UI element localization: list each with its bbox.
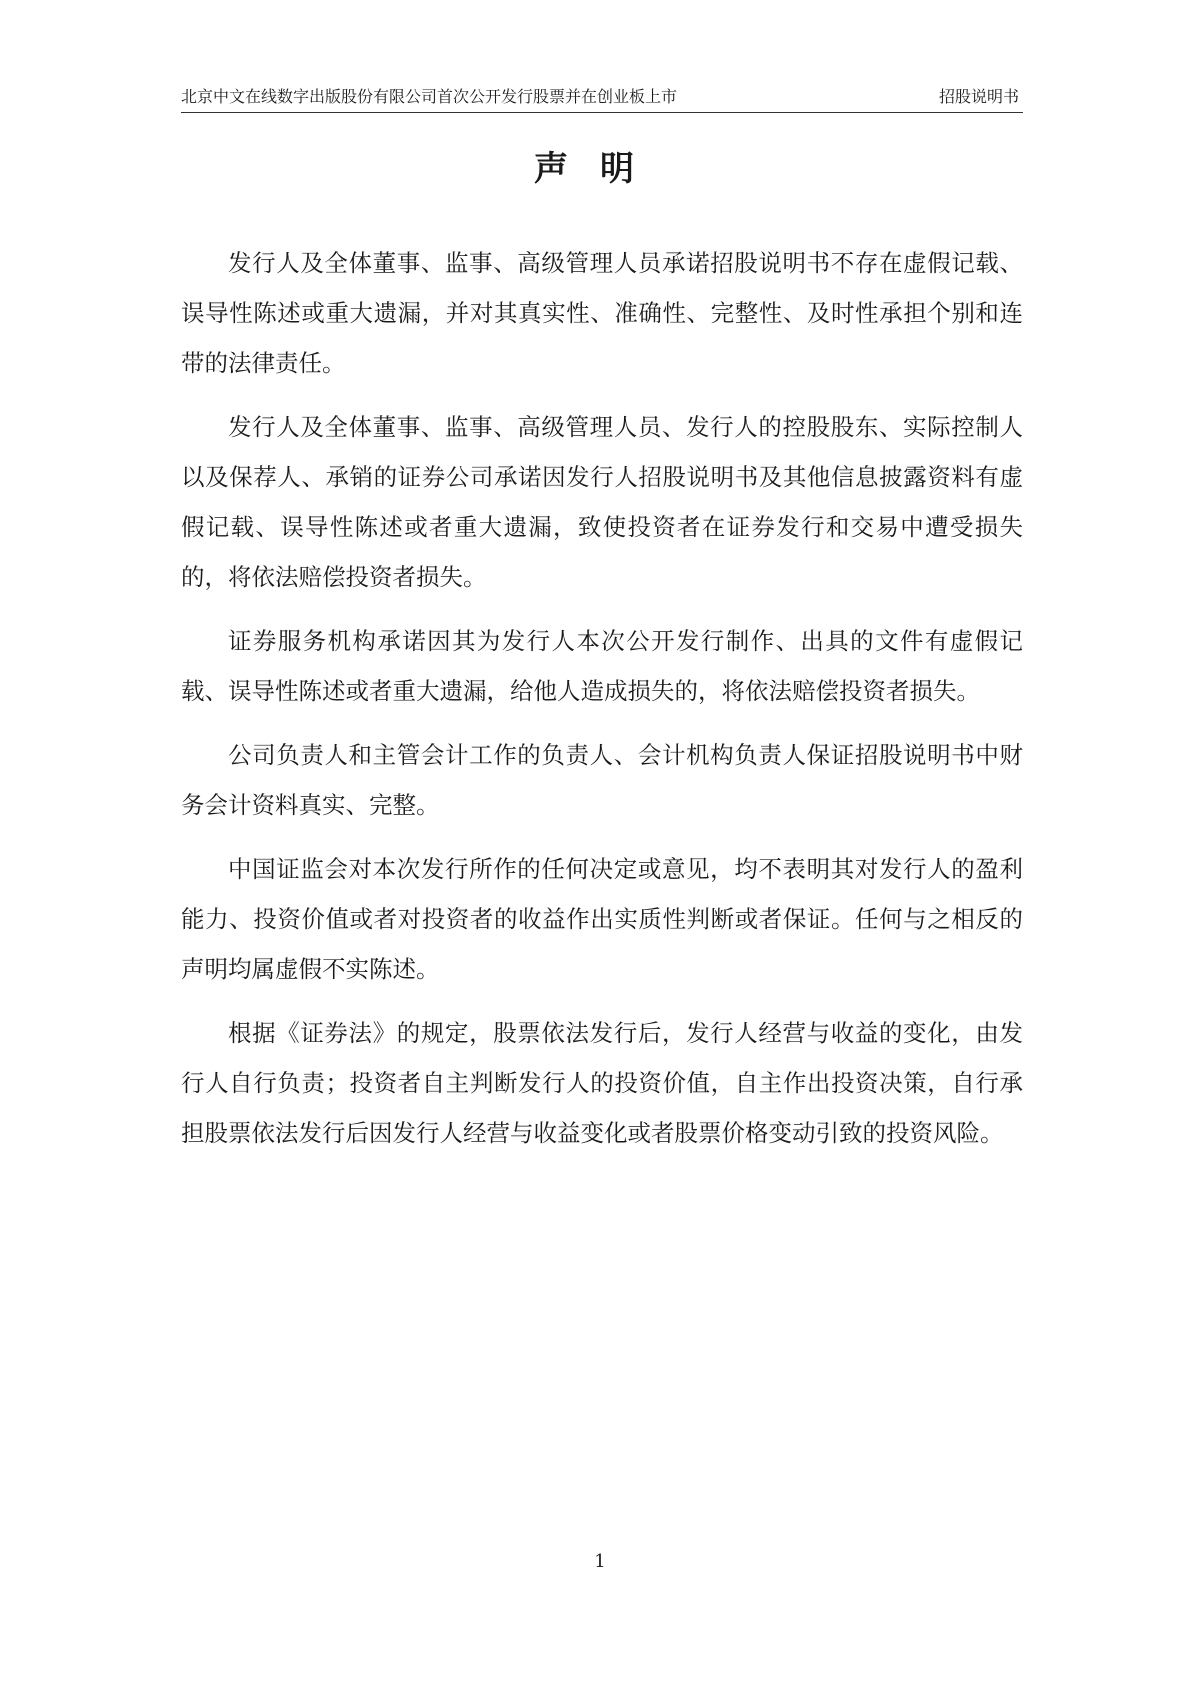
paragraph-5: 中国证监会对本次发行所作的任何决定或意见，均不表明其对发行人的盈利能力、投资价值或者对投资者的收益作出实质性判断或者保证。任何与之相反的声明均属虚假不实陈述。 bbox=[181, 855, 1023, 983]
paragraph-6: 根据《证券法》的规定，股票依法发行后，发行人经营与收益的变化，由发行人自行负责；投资者自主判断发行人的投资价值，自主作出投资决策，自行承担股票依法发行后因发行人经营与收益变化或者股票价格变动引致的投资风险。 bbox=[181, 1019, 1023, 1147]
page-title: 声明 bbox=[534, 149, 666, 189]
paragraph-1: 发行人及全体董事、监事、高级管理人员承诺招股说明书不存在虚假记载、误导性陈述或重大遗漏，并对其真实性、准确性、完整性、及时性承担个别和连带的法律责任。 bbox=[181, 249, 1023, 377]
paragraph-3: 证券服务机构承诺因其为发行人本次公开发行制作、出具的文件有虚假记载、误导性陈述或者重大遗漏，给他人造成损失的，将依法赔偿投资者损失。 bbox=[181, 627, 1023, 705]
paragraph-2: 发行人及全体董事、监事、高级管理人员、发行人的控股股东、实际控制人以及保荐人、承销的证券公司承诺因发行人招股说明书及其他信息披露资料有虚假记载、误导性陈述或者重大遗漏，致使投资者在证券发行和交易中遭受损失的，将依法赔偿投资者损失。 bbox=[181, 413, 1023, 591]
header-document-type: 招股说明书 bbox=[938, 87, 1019, 106]
page-number: 1 bbox=[594, 1551, 606, 1572]
page-header bbox=[181, 84, 1023, 113]
declaration-body bbox=[181, 238, 1023, 1172]
header-company-title: 北京中文在线数字出版股份有限公司首次公开发行股票并在创业板上市 bbox=[181, 87, 678, 106]
paragraph-4: 公司负责人和主管会计工作的负责人、会计机构负责人保证招股说明书中财务会计资料真实、完整。 bbox=[181, 741, 1023, 819]
